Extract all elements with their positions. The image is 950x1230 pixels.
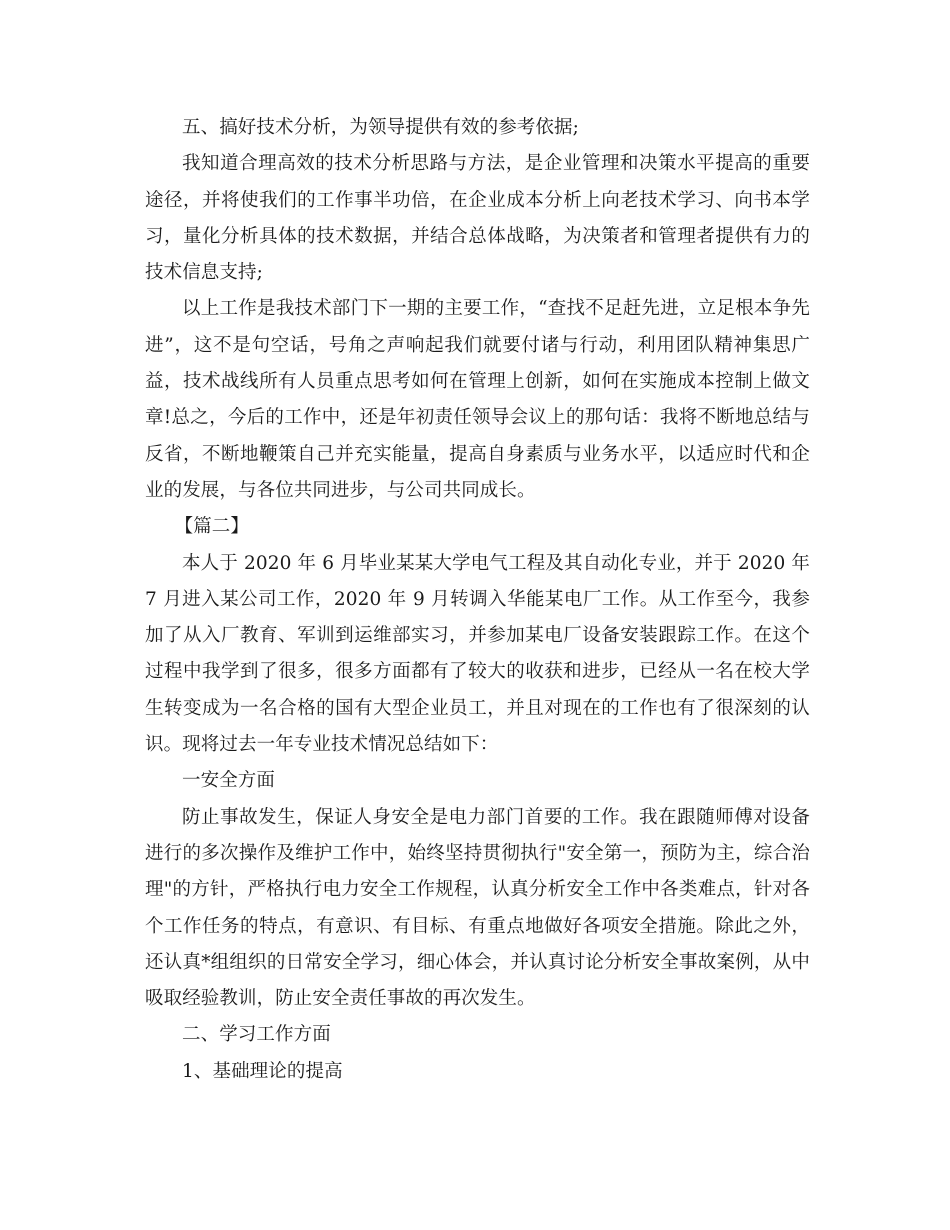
- heading-safety: 一安全方面: [182, 770, 276, 792]
- paragraph-introduction: 本人于 2020 年 6 月毕业某某大学电气工程及其自动化专业，并于 2020 年 7 月进入某公司工作，2020 年 9 月转调入华能某电厂工作。从工作至今，我参加了从入厂教育、军训到运维部实习，并参加某电厂设备安装跟踪工作。在这个过程中我学到了很多，很多方面都有了较大的收获和进步，已经从一名在校大学生转变成为一名合格的国有大型企业员工，并且对现在的工作也有了很深刻的认识。现将过去一年专业技术情况总结如下：: [145, 552, 810, 756]
- paragraph-safety: 防止事故发生，保证人身安全是电力部门首要的工作。我在跟随师傅对设备进行的多次操作及维护工作中，始终坚持贯彻执行"安全第一，预防为主，综合治理"的方针，严格执行电力安全工作规程，认真分析安全工作中各类难点，针对各个工作任务的特点，有意识、有目标、有重点地做好各项安全措施。除此之外，还认真*组组织的日常安全学习，细心体会，并认真讨论分析安全事故案例，从中吸取经验教训，防止安全责任事故的再次发生。: [145, 806, 810, 1010]
- heading-basic-theory: 1、基础理论的提高: [182, 1060, 343, 1082]
- heading-study-work: 二、学习工作方面: [182, 1024, 331, 1046]
- document-body: [145, 110, 810, 1090]
- section-heading-part-two: 【篇二】: [174, 516, 249, 538]
- paragraph-technical-analysis: 我知道合理高效的技术分析思路与方法，是企业管理和决策水平提高的重要途径，并将使我们的工作事半功倍，在企业成本分析上向老技术学习、向书本学习，量化分析具体的技术数据，并结合总体战略，为决策者和管理者提供有力的技术信息支持;: [145, 153, 810, 284]
- paragraph-summary: 以上工作是我技术部门下一期的主要工作，“查找不足赶先进，立足根本争先进”，这不是句空话，号角之声响起我们就要付诸与行动，利用团队精神集思广益，技术战线所有人员重点思考如何在管理上创新，如何在实施成本控制上做文章!总之，今后的工作中，还是年初责任领导会议上的那句话：我将不断地总结与反省，不断地鞭策自己并充实能量，提高自身素质与业务水平，以适应时代和企业的发展，与各位共同进步，与公司共同成长。: [145, 298, 810, 501]
- heading-technical-analysis: 五、搞好技术分析，为领导提供有效的参考依据;: [182, 117, 579, 138]
